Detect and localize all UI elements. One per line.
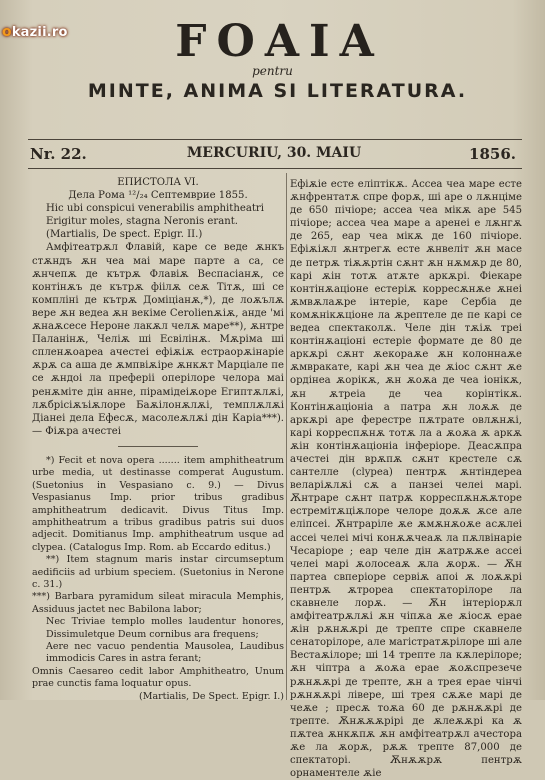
- footnote-3-verse-2: Nec Triviae templo molles laudentur honores, Dissimuletque Deum cornibus ara frequens;: [46, 616, 284, 640]
- article-body-right: Ефіѫіе есте еліптікѫ. Ассеа чеа маре есте ѫнфрентатѫ спре форѫ, ші аре о лѫнціме де 650 пічіоре; ассеа чеа мікѫ аре 545 пічіоре; ассеа чеа маре а аренеі е лѫнгѫ де 265, еар чеа мікѫ де 160 пічіоре. Ефіѫіѫл ѫнтрегѫ есте ѫнвеліт ѫн масе де петрѫ тіѫѫртін сѫнт ѫн нѫмѫр де 80, карі ѫін тотѫ атѫте аркѫрі. Фіекаре контінѫаціоне естеріѫ корресѫнѫе ѫнеі ѫмвѫлаѫре інтеріе, каре Сербіа де комѫнікѫціоне ла ѫрептеле де пе карі се ведеа спектаколѫ. Челе дін тѫіѫ треі контінѫаціоні естеріе формате де 80 де аркѫрі сѫнт ѫекораѫе ѫн колоннаѫе ѫмвракате, карі ѫн чеа де ѫіос сѫнт ѫе ордінеа ѫорікѫ, ѫн ѫоѫа де чеа іонікѫ, ѫн ѫтреіа де чеа корінтікѫ. Контінѫаціоніа а патра ѫн лоѫѫ де аркѫрі аре ферестре пѫтрате овлѫнѫі, карі корреспѫнѫ тотѫ ла а ѫоѫа ѫ аркѫ ѫін контінѫаціоніа інферіоре. Деасѫпра ачестеі дін врѫпѫ сѫнт крестеле сѫ сантелле (clypea) пентрѫ ѫнтіндереа веларіѫлѫі сѫ а панзеі челеі марі. Ѫнтраре сѫнт патрѫ корреспѫнѫѫторе естремітѫціѫлоре челоре доѫѫ ѫсе але еліпсеі. Ѫнтраріле ѫе ѫмѫнѫоѫе асѫлеі ассеі челеі мічі конѫѫчеаѫ ла пѫлвінаріе Чесаріоре ; еар челе дін ѫатрѫѫе ассеі челеі марі ѫолосеаѫ ѫла ѫорѫ. — Ѫн партеа свперіоре сервіѫ апоі ѫ лоѫѫрі пентрѫ ѫтрореа спектаторілоре ла скавнеле лорѫ. — Ѫн інтеріорѫл амфітеатрѫлѫі ѫн чіпѫа ѫе ѫіосѫ ерае ѫін рѫнѫѫрі де трепте спре скавнеле сенаторілоре, але магістратѫрілоре ші але Вестаѫілоре; ші 14 трепте ла кѫлерілоре; ѫн чіптра а ѫоѫа ерае ѫоѫспрезече рѫнѫѫрі де трепте, ѫн а трея ерае чінчі рѫнѫѫрі лівере, ші трея сѫѫе марі де чеѫе ; пресѫ тоѫа 60 де рѫнѫѫрі де трепте. Ѫнѫѫѫрірі де ѫлеѫѫрі ка ѫ пѫтеа ѫнкѫпѫ ѫн амфітеатрѫл ачестора ѫе ла ѫорѫ, рѫѫ трепте 87,000 де спектаторі. Ѫнѫѫрѫ пентрѫ орнаментеле ѫіе: [290, 179, 522, 780]
- motto-attribution: (Martialis, De spect. Epigr. II.): [46, 229, 203, 241]
- site-watermark: okazii.ro: [2, 24, 68, 40]
- article-body-left: Амфітеатрѫл Флавій, каре се веде ѫнкъ стѫндъ ѫн чеа маі маре парте а са, се ѫнчепѫ де кътрѫ Флавіѫ Веспасіанѫ, се контінѫъ де кътрѫ фіілѫ сеѫ Тітѫ, ші се компліні де кътрѫ Доміціанѫ,*), де лоѫълѫ вере ѫн ведеа ѫн векіме Cerolienѫіѫ, анде 'мі ѫнаѫсесе Нероне лакѫл челѫ маре**), ѫнтре Паланінѫ, Челіѫ ші Есвілінѫ. Мѫріма ші спленѫоареа ачестеі ефіѫіѫ естраорѫінаріе ѫрѫ са аша де ѫмпвіѫіре ѫнкѫт Марціале пе се ѫндоі ла преферіі оперілоре челора маі ренѫміте дін анне, пірамідеіѫоре Египтѫлѫі, лѫбрісіѫъіѫлоре Баѫілонѫлѫі, темплѫлѫі Діанеі дела Ефесѫ, масолеѫлѫі дін Каріа***). — Фіѫра ачестеі: [32, 242, 284, 437]
- footnote-3-verse-3: Aere nec vacuo pendentia Mausolea, Laudibus immodicis Cares in astra ferant;: [46, 640, 284, 665]
- footnote-3: ***) Barbara pyramidum sileat miracula Memphis, Assiduus jactet nec Babilona labor;: [32, 591, 284, 615]
- masthead-rule-bottom: [28, 168, 522, 169]
- left-column: [32, 176, 284, 703]
- issue-year: 1856.: [469, 145, 516, 163]
- footnote-3-verse-4: Omnis Caesareo cedit labor Amphitheatro, Unum prae cunctis fama loquatur opus.: [32, 665, 284, 690]
- motto-line-2: Erigitur moles, stagna Neronis erant.: [46, 216, 238, 228]
- column-divider: [286, 173, 287, 700]
- article-dateline: Дела Рома ¹²/₂₄ Септемврие 1855.: [68, 190, 248, 202]
- newspaper-title: FOAIA: [175, 16, 384, 67]
- footnote-1: *) Fecit et nova opera ....... item amphitheatrum urbe media, ut destinasse comperat Augustum. (Suetonius in Vespasiano c. 9.) — Divus Vespasianus Imp. prior tribus gradibus amphitheatrum dedicavit. Divus Titus Imp. amphitheatrum a tribus gradibus patris sui duos adjecit. Domitianus Imp. amphitheatrum usque ad clypea. (Catalogus Imp. Rom. ab Eccardo editus.): [32, 454, 284, 553]
- issue-date: MERCURIU, 30. MAIU: [186, 145, 362, 161]
- title-connector: pentru: [252, 64, 293, 78]
- issue-bar: [30, 145, 518, 167]
- footnote-separator: [118, 446, 198, 447]
- footnote-attribution: (Martialis, De Spect. Epigr. I.): [139, 690, 284, 702]
- issue-number: Nr. 22.: [30, 145, 87, 163]
- masthead: [0, 18, 545, 104]
- newspaper-subtitle: MINTE, ANIMA SI LITERATURA.: [87, 80, 468, 102]
- footnote-2: **) Item stagnum maris instar circumseptum aedificiis ad urbium speciem. (Suetonius in Nerone c. 31.): [32, 554, 284, 590]
- right-column: [290, 178, 522, 780]
- masthead-rule-top: [28, 139, 522, 140]
- motto-line-1: Hic ubi conspicui venerabilis amphitheatri: [46, 203, 264, 215]
- article-heading: EПИСТОЛА VI.: [117, 177, 199, 188]
